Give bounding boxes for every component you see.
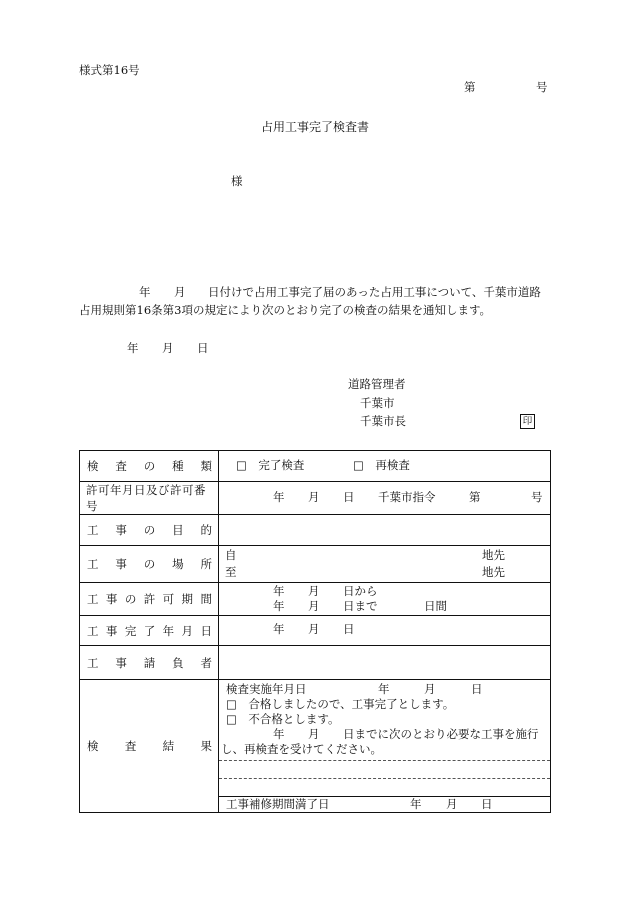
period-month-2: 月 xyxy=(308,599,320,613)
value-result xyxy=(219,680,551,813)
result-year: 年 xyxy=(378,682,390,696)
label-char: 目 xyxy=(172,523,184,537)
warranty-day: 日 xyxy=(481,797,493,811)
location-from: 自 xyxy=(225,548,237,562)
permit-month: 月 xyxy=(308,490,320,504)
value-inspection-type xyxy=(219,451,551,482)
label-contractor xyxy=(80,646,219,680)
date-year: 年 xyxy=(127,341,139,355)
document-title: 占用工事完了検査書 xyxy=(261,120,370,134)
label-char: 査 xyxy=(115,459,127,473)
fix-month: 月 xyxy=(308,727,320,741)
label-permit xyxy=(80,482,219,515)
seal-stamp: 印 xyxy=(520,414,535,429)
label-char: の xyxy=(143,557,156,571)
label-char: 検 xyxy=(87,739,99,753)
result-pass-option[interactable]: □ 合格しましたので、工事完了とします。 xyxy=(226,697,455,711)
value-permit xyxy=(219,482,551,515)
fix-year: 年 xyxy=(273,727,285,741)
value-purpose[interactable] xyxy=(219,515,551,546)
label-char: の xyxy=(143,523,156,537)
label-char: 工 xyxy=(87,592,99,606)
doc-number-prefix: 第 xyxy=(464,80,476,94)
row-permit xyxy=(80,482,551,515)
label-char: 類 xyxy=(200,459,212,473)
value-completion xyxy=(219,616,551,646)
result-fail-option[interactable]: □ 不合格とします。 xyxy=(226,712,340,726)
label-char: 工 xyxy=(87,655,99,670)
period-from: 日から xyxy=(343,584,378,598)
label-char: 所 xyxy=(200,557,212,571)
label-char: 了 xyxy=(143,623,156,638)
location-to: 至 xyxy=(225,565,237,579)
label-result xyxy=(80,680,219,813)
label-char: 検 xyxy=(87,459,99,473)
period-month-1: 月 xyxy=(308,584,320,598)
label-period xyxy=(80,583,219,616)
label-char: 許 xyxy=(143,592,156,606)
body-line1-rest: 日付けで占用工事完了届のあった占用工事について、千葉市道路 xyxy=(208,285,541,299)
date-day: 日 xyxy=(197,341,209,355)
label-char: 事 xyxy=(105,623,118,638)
label-char: 負 xyxy=(172,655,184,670)
label-char: 工 xyxy=(87,623,99,638)
row-result xyxy=(80,680,551,813)
label-char: 日 xyxy=(200,623,212,638)
result-day: 日 xyxy=(471,682,483,696)
permit-year: 年 xyxy=(273,490,285,504)
doc-number-suffix: 号 xyxy=(536,80,548,94)
row-completion xyxy=(80,616,551,646)
fix-rest: 日までに次のとおり必要な工事を施行 xyxy=(343,727,539,741)
addressee-suffix: 様 xyxy=(231,174,243,188)
label-char: 種 xyxy=(172,459,184,473)
label-char: 場 xyxy=(172,557,184,571)
label-char: 請 xyxy=(143,655,156,670)
row-location xyxy=(80,546,551,583)
fix-line-2: し、再検査を受けてください。 xyxy=(221,742,382,756)
completion-day: 日 xyxy=(343,622,355,636)
form-number: 様式第16号 xyxy=(79,63,140,77)
sender-role: 道路管理者 xyxy=(348,377,406,391)
row-purpose xyxy=(80,515,551,546)
label-char: 月 xyxy=(181,623,194,638)
location-suffix-2: 地先 xyxy=(482,565,505,579)
label-char: の xyxy=(124,592,137,606)
result-month: 月 xyxy=(424,682,436,696)
sender-city: 千葉市 xyxy=(360,396,395,410)
label-char: 事 xyxy=(115,655,127,670)
body-month: 月 xyxy=(174,285,186,299)
permit-no-suffix: 号 xyxy=(531,490,543,504)
label-char: 可 xyxy=(162,592,175,606)
warranty-row xyxy=(219,796,550,812)
warranty-month: 月 xyxy=(446,797,458,811)
label-completion xyxy=(80,616,219,646)
result-remarks-line-2[interactable] xyxy=(219,778,550,796)
body-line2: 占用規則第16条第3項の規定により次のとおり完了の検査の結果を通知します。 xyxy=(79,303,492,317)
result-remarks-line-1[interactable] xyxy=(219,760,550,778)
permit-no-prefix: 第 xyxy=(469,490,481,504)
label-char: 工 xyxy=(87,557,99,571)
label-inspection-type xyxy=(80,451,219,482)
label-char: 間 xyxy=(200,592,212,606)
label-char: 事 xyxy=(115,523,127,537)
warranty-label: 工事補修期間満了日 xyxy=(226,797,330,811)
value-period xyxy=(219,583,551,616)
inspection-form-table xyxy=(79,450,551,813)
option-completion-inspection[interactable]: □ 完了検査 xyxy=(236,458,305,472)
label-char: 的 xyxy=(200,523,212,537)
value-location[interactable] xyxy=(219,546,551,583)
label-char: 結 xyxy=(162,739,175,753)
label-location xyxy=(80,546,219,583)
location-suffix-1: 地先 xyxy=(482,548,505,562)
value-contractor[interactable] xyxy=(219,646,551,680)
label-char: 査 xyxy=(124,739,137,753)
period-year-2: 年 xyxy=(273,599,285,613)
label-char: の xyxy=(143,459,156,473)
sender-mayor: 千葉市長 xyxy=(360,414,406,428)
row-period xyxy=(80,583,551,616)
period-year-1: 年 xyxy=(273,584,285,598)
label-char: 工 xyxy=(87,523,99,537)
label-char: 年 xyxy=(162,623,175,638)
label-char: 完 xyxy=(124,623,137,638)
label-char: 事 xyxy=(115,557,127,571)
label-char: 事 xyxy=(105,592,118,606)
period-days: 日間 xyxy=(424,599,447,613)
label-purpose xyxy=(80,515,219,546)
label-permit-text: 許可年月日及び許可番号 xyxy=(86,483,206,513)
completion-year: 年 xyxy=(273,622,285,636)
row-inspection-type xyxy=(80,451,551,482)
completion-month: 月 xyxy=(308,622,320,636)
permit-day: 日 xyxy=(343,490,355,504)
label-char: 者 xyxy=(200,655,212,670)
option-reinspection[interactable]: □ 再検査 xyxy=(353,458,410,472)
permit-issuer: 千葉市指令 xyxy=(378,490,436,504)
date-month: 月 xyxy=(162,341,174,355)
warranty-year: 年 xyxy=(410,797,422,811)
period-until: 日まで xyxy=(343,599,378,613)
label-char: 果 xyxy=(200,739,212,753)
body-year: 年 xyxy=(139,285,151,299)
result-date-label: 検査実施年月日 xyxy=(226,682,307,696)
label-char: 期 xyxy=(181,592,194,606)
row-contractor xyxy=(80,646,551,680)
